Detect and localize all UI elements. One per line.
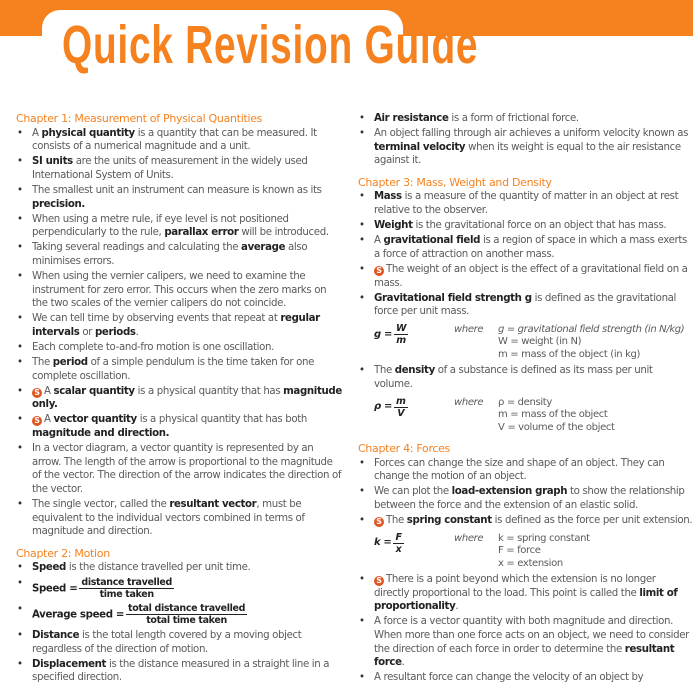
bullet-icon: •: [359, 292, 365, 304]
definition: ρ = density: [498, 396, 552, 408]
item-text: also minimises errors.: [32, 242, 308, 267]
list-item: [16, 442, 344, 496]
definition: F = force: [498, 545, 541, 557]
bold-term: parallax error: [164, 227, 239, 239]
bold-term: average: [241, 242, 286, 254]
item-text: The: [386, 514, 407, 526]
equation-symbol: k =: [374, 537, 392, 549]
denominator: total time taken: [146, 615, 227, 626]
chapter-heading: Chapter 4: Forces: [358, 442, 451, 455]
item-text: .: [401, 657, 405, 669]
denominator: time taken: [99, 589, 154, 600]
item-text: In a vector diagram, a vector quantity is represented by an arrow. The length of the arrow is proportional to the magnitude of the vector. The direction of the arrow indicates the direction of the vector.: [32, 443, 342, 495]
numerator: F: [395, 532, 402, 544]
numerator: distance travelled: [81, 577, 172, 588]
item-text: to show the relationship between the force and the extension of an elastic solid.: [374, 486, 685, 511]
bullet-icon: •: [17, 499, 23, 511]
bold-term: SI units: [32, 156, 73, 168]
list-item: [358, 112, 693, 126]
bullet-icon: •: [17, 357, 23, 369]
bullet-icon: •: [17, 342, 23, 353]
list-item: [16, 341, 344, 355]
equation-symbol: g =: [374, 328, 392, 340]
bold-term: scalar quantity: [53, 385, 135, 397]
item-text: A: [44, 414, 54, 426]
numerator: m: [395, 396, 406, 407]
item-text: A: [44, 385, 54, 397]
bullet-icon: •: [17, 630, 23, 641]
bullet-icon: •: [17, 658, 23, 670]
item-text: or: [79, 326, 95, 338]
left-column: [16, 112, 344, 686]
item-text: are the units of measurement in the widely used International System of Units.: [32, 156, 308, 181]
equation-definitions: [498, 395, 615, 435]
bullet-icon: •: [17, 562, 23, 574]
fraction: [393, 532, 403, 555]
bold-term: magnitude and direction.: [32, 428, 170, 440]
denominator: m: [396, 335, 406, 347]
item-text: is defined as the force per unit extension.: [491, 514, 693, 526]
formula-label: Speed =: [32, 583, 78, 595]
item-text: Taking several readings and calculating the: [32, 242, 242, 254]
bullet-icon: •: [359, 672, 365, 684]
definition: W = weight (in N): [498, 336, 582, 348]
bullet-icon: •: [359, 128, 365, 140]
bullet-icon: •: [359, 191, 365, 203]
bullet-icon: •: [359, 220, 365, 232]
equation-lhs: [374, 395, 454, 421]
list-item: [358, 127, 693, 168]
formula-item: [16, 603, 344, 626]
item-text: The smallest unit an instrument can measure is known as its: [32, 184, 322, 196]
list-item: [16, 356, 344, 383]
list-item: [16, 312, 344, 339]
bullet-icon: •: [17, 443, 23, 455]
bullet-icon: •: [359, 235, 365, 247]
item-text: Each complete to-and-fro motion is one oscillation.: [32, 342, 275, 353]
bold-term: spring constant: [406, 514, 492, 526]
equation-lhs: [374, 531, 454, 557]
definition: x = extension: [498, 557, 563, 569]
bullet-icon: •: [17, 242, 23, 254]
list-item: [358, 219, 693, 233]
bullet-icon: •: [17, 578, 23, 589]
item-text: is the total length covered by a moving object regardless of the direction of motion.: [32, 630, 302, 655]
bullet-icon: •: [17, 184, 23, 196]
bullet-icon: •: [359, 113, 365, 124]
bold-term: gravitational field: [383, 235, 481, 247]
where-label: where: [454, 323, 484, 335]
fraction: [79, 577, 174, 600]
equation: [358, 531, 693, 571]
right-column: [358, 112, 693, 686]
chapter-heading: Chapter 2: Motion: [16, 546, 110, 560]
equation: [358, 322, 693, 362]
item-text: is a physical quantity that has: [134, 385, 284, 397]
item-text: is a quantity that can be measured. It consists of a numerical magnitude and a unit.: [32, 127, 317, 153]
definition: V = volume of the object: [498, 421, 615, 433]
bullet-icon: •: [359, 263, 365, 275]
item-text: is a physical quantity that has both: [136, 414, 308, 426]
bold-term: limit of proportionality: [374, 587, 678, 613]
bold-term: resultant force: [374, 643, 675, 669]
denominator: x: [395, 544, 402, 556]
bold-term: resultant vector: [169, 499, 257, 511]
bold-term: Air resistance: [374, 113, 449, 124]
item-text: is a measure of the quantity of matter in an object at rest relative to the observer.: [374, 191, 679, 217]
bold-term: regular intervals: [32, 313, 320, 338]
formula-item: [16, 577, 344, 600]
list-item: [16, 213, 344, 240]
item-text: of a simple pendulum is the time taken for one complete oscillation.: [32, 357, 315, 382]
equation-definitions: [498, 322, 684, 362]
item-text: is the distance measured in a straight line in a specified direction.: [32, 658, 330, 684]
list-item: [358, 234, 693, 261]
page-title: Quick Revision Guide: [62, 15, 479, 75]
fraction: [394, 396, 408, 419]
bold-term: Distance: [32, 630, 80, 641]
list-item: [16, 561, 344, 575]
equation-definitions: [498, 531, 590, 571]
item-text: .: [135, 326, 139, 338]
bullet-icon: •: [359, 616, 365, 628]
bold-term: terminal velocity: [374, 141, 466, 153]
numerator: total distance travelled: [128, 603, 246, 614]
list-item: [358, 364, 693, 391]
list-item: [16, 498, 344, 539]
list-item: [16, 658, 344, 685]
item-text: A force is a vector quantity with both magnitude and direction. When more than one force acts on an object, we need to consider the direction of each force in order to determine the: [374, 616, 690, 655]
s-badge-icon: S: [374, 576, 384, 586]
item-text: A: [374, 235, 384, 247]
item-text: The: [374, 365, 395, 377]
list-item: [358, 457, 693, 484]
item-text: will be introduced.: [238, 227, 329, 239]
list-item: [358, 292, 693, 319]
bold-term: physical quantity: [41, 127, 135, 139]
numerator: W: [395, 323, 407, 335]
item-text: , must be equivalent to the individual vectors combined in terms of magnitude and direction.: [32, 499, 305, 538]
bold-term: vector quantity: [53, 414, 137, 426]
equation: [358, 395, 693, 435]
bold-term: g: [524, 292, 532, 304]
bold-term: periods: [94, 326, 136, 338]
item-text: .: [455, 601, 459, 613]
item-text: is defined as the gravitational force per unit mass.: [374, 292, 677, 318]
list-item: [358, 190, 693, 217]
bold-term: precision.: [32, 198, 85, 210]
bullet-icon: •: [359, 514, 365, 526]
chapter-heading: Chapter 3: Mass, Weight and Density: [358, 175, 552, 189]
equation-lhs: [374, 322, 454, 348]
item-text: We can plot the: [374, 486, 452, 498]
item-text: is the distance travelled per unit time.: [66, 562, 251, 574]
bold-term: Weight: [374, 220, 413, 232]
list-item: [358, 514, 693, 528]
definition: k = spring constant: [498, 532, 590, 544]
item-text: There is a point beyond which the extension is no longer directly proportional to the load. This point is called the: [374, 574, 656, 599]
bold-term: density: [394, 365, 435, 377]
list-item: [16, 184, 344, 211]
list-item: [358, 573, 693, 614]
item-text: The weight of an object is the effect of a gravitational field on a mass.: [374, 263, 688, 289]
bullet-icon: •: [359, 574, 365, 586]
bold-term: Displacement: [32, 658, 107, 670]
list-item: [16, 241, 344, 268]
list-item: [16, 629, 344, 656]
list-item: [16, 155, 344, 182]
list-item: [16, 413, 344, 440]
list-item: [358, 263, 693, 290]
definition: m = mass of the object: [498, 409, 608, 420]
item-text: An object falling through air achieves a uniform velocity known as: [374, 128, 689, 140]
list-item: [16, 270, 344, 311]
bullet-icon: •: [17, 414, 23, 426]
s-badge-icon: S: [374, 266, 384, 276]
bullet-icon: •: [17, 385, 23, 397]
fraction: [394, 323, 408, 346]
item-text: of a substance is defined as its mass per unit volume.: [374, 365, 653, 390]
bold-term: Gravitational field strength: [374, 292, 525, 304]
chapter-heading: Chapter 1: Measurement of Physical Quantities: [16, 112, 263, 125]
definition: g = gravitational field strength (in N/kg): [498, 323, 685, 335]
bullet-icon: •: [17, 213, 23, 225]
definition: m = mass of the object (in kg): [498, 348, 641, 360]
item-text: When using a metre rule, if eye level is not positioned perpendicularly to the rule,: [32, 213, 289, 239]
where-label: where: [454, 532, 484, 544]
item-text: when its weight is equal to the air resistance against it.: [374, 141, 681, 167]
bullet-icon: •: [17, 271, 23, 283]
item-text: When using the vernier calipers, we need to examine the instrument for zero error. This occurs when the zero marks on the two scales of the vernier calipers do not coincide.: [32, 271, 327, 310]
bullet-icon: •: [17, 313, 23, 325]
item-text: A: [32, 127, 42, 139]
list-item: [358, 615, 693, 669]
denominator: V: [397, 408, 405, 419]
item-text: is the gravitational force on an object that has mass.: [412, 220, 667, 232]
bullet-icon: •: [17, 604, 23, 615]
s-badge-icon: S: [374, 517, 384, 527]
bullet-icon: •: [359, 457, 365, 469]
item-text: A resultant force can change the velocity of an object by: [374, 672, 644, 684]
bold-term: period: [52, 357, 88, 369]
item-text: The single vector, called the: [32, 499, 170, 511]
s-badge-icon: S: [32, 388, 42, 398]
list-item: [16, 127, 344, 154]
bullet-icon: •: [17, 127, 23, 139]
fraction: [126, 603, 247, 626]
where-label: where: [454, 396, 484, 408]
item-text: We can tell time by observing events that repeat at: [32, 313, 281, 325]
list-item: [16, 385, 344, 412]
item-text: is a form of frictional force.: [448, 113, 579, 124]
bold-term: Mass: [374, 191, 402, 203]
item-text: is a region of space in which a mass exerts a force of attraction on another mass.: [374, 235, 687, 260]
bullet-icon: •: [359, 365, 365, 377]
list-item: [358, 671, 693, 685]
item-text: Forces can change the size and shape of an object. They can change the motion of an object.: [374, 457, 665, 483]
bullet-icon: •: [17, 156, 23, 168]
item-text: The: [32, 357, 53, 369]
bold-term: Speed: [32, 562, 66, 574]
bold-term: magnitude only.: [32, 385, 342, 411]
list-item: [358, 485, 693, 512]
bold-term: load-extension graph: [451, 486, 568, 498]
equation-symbol: ρ =: [374, 401, 392, 413]
s-badge-icon: S: [32, 416, 42, 426]
formula-label: Average speed =: [32, 609, 125, 621]
bullet-icon: •: [359, 486, 365, 498]
